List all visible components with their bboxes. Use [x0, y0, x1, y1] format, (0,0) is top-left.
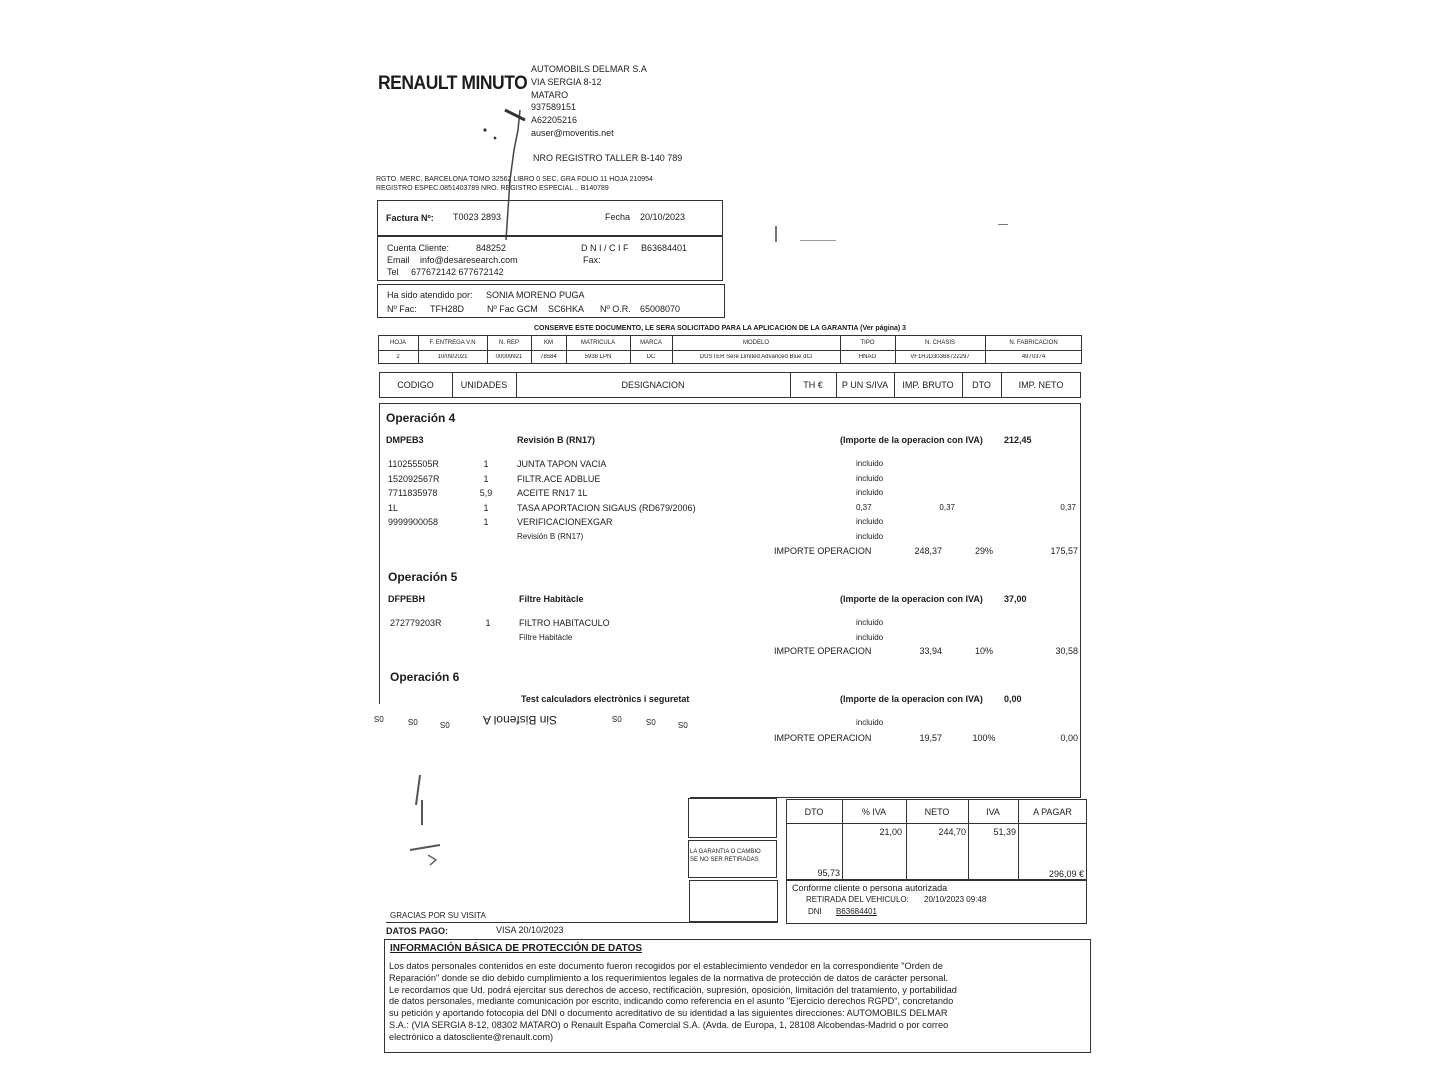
- client-tel-label: Tel: [387, 267, 399, 277]
- scan-mark: [775, 226, 777, 242]
- stamp-mark: 0S: [440, 720, 450, 729]
- scan-mark-3: [998, 224, 1008, 231]
- vehicle-header-0: HOJA: [389, 340, 406, 346]
- client-email-label: Email: [387, 255, 410, 265]
- vehicle-value-8: VF1HJD30368722297: [910, 354, 970, 360]
- workshop-registration: NRO REGISTRO TALLER B-140 789: [533, 153, 683, 163]
- importe-operacion-label: IMPORTE OPERACION: [774, 646, 872, 657]
- column-header-p-un-s-iva: P UN S/IVA: [841, 380, 889, 390]
- vehicle-header-1: F. ENTREGA V.N: [429, 340, 476, 346]
- stamp-mark: 0S: [678, 720, 688, 729]
- importe-dto: 29%: [974, 545, 993, 556]
- operation-name: Test calculadors electrònics i seguretat: [521, 694, 690, 704]
- retired-date: 20/10/2023 09:48: [924, 895, 987, 904]
- importe-neto: 0,00: [1060, 733, 1078, 743]
- line-units: 1: [483, 473, 489, 484]
- conformity-dni: B63684401: [836, 907, 877, 916]
- importe-neto: 175,57: [1050, 545, 1078, 556]
- totals-header-iva-pct: % IVA: [861, 807, 887, 817]
- vehicle-value-5: DC: [646, 354, 656, 360]
- line-units: 1: [485, 618, 491, 628]
- line-description: TASA APORTACION SIGAUS (RD679/2006): [517, 502, 696, 513]
- vehicle-header-6: MODELO: [742, 340, 769, 346]
- nfac-gcm-label: Nº Fac GCM: [487, 304, 538, 314]
- client-fax-label: Fax:: [583, 255, 601, 265]
- company-phone2: A62205216: [531, 115, 578, 125]
- totals-header-neto: NETO: [924, 807, 950, 817]
- vehicle-value-3: 78584: [540, 354, 557, 360]
- vehicle-header-8: N. CHASIS: [924, 340, 955, 346]
- privacy-line: de datos personales, mediante comunicación por escrito, indicando como referencia en el asunto "Ejercicio derechos RGPD", concretando: [389, 996, 954, 1007]
- registry-line-1: RGTO. MERC. BARCELONA TOMO 32562 LIBRO 0 SEC. GRA FOLIO 11 HOJA 210954: [376, 176, 653, 183]
- line-code: 9999900058: [388, 517, 439, 528]
- nfac-gcm: SC6HKA: [548, 304, 585, 314]
- line-code: 7711835978: [388, 488, 438, 499]
- line-th: incluido: [856, 618, 884, 627]
- importe-dto: 100%: [972, 733, 996, 743]
- line-pun: 0,37: [939, 502, 955, 512]
- line-units: 1: [483, 459, 489, 469]
- line-code: 1L: [388, 502, 399, 513]
- line-code: 152092567R: [388, 473, 440, 484]
- invoice-date-label: Fecha: [605, 212, 631, 222]
- line-th: incluido: [856, 718, 884, 727]
- client-account: 848252: [476, 243, 507, 253]
- vehicle-value-7: HNAO: [858, 354, 877, 360]
- importe-bruto: 248,37: [914, 545, 942, 556]
- vehicle-header-4: MATRICULA: [580, 340, 616, 346]
- vehicle-value-2: 00009921: [495, 354, 523, 360]
- importe-operacion-label: IMPORTE OPERACION: [774, 545, 872, 556]
- privacy-line: Los datos personales contenidos en este documento fueron recogidos por el establecimiento vendedor en la correspondiente "Orden de: [389, 961, 943, 971]
- operation-total: 37,00: [1004, 594, 1027, 604]
- line-description: VERIFICACIONEXGAR: [517, 517, 613, 528]
- line-th: incluido: [856, 488, 884, 498]
- operation-total-label: (Importe de la operacion con IVA): [840, 594, 983, 604]
- line-units: 1: [483, 517, 489, 528]
- company-name: AUTOMOBILS DELMAR S.A: [531, 64, 647, 74]
- warranty-note: CONSERVE ESTE DOCUMENTO, LE SERA SOLICITADO PARA LA APLICACION DE LA GARANTIA (Ver página) 3: [534, 325, 907, 332]
- client-email: info@desaresearch.com: [420, 255, 518, 265]
- line-th: incluido: [856, 459, 884, 468]
- stamp-mark: 0S: [408, 717, 418, 726]
- vehicle-header-2: N. REP: [498, 340, 519, 346]
- company-city: MATARO: [531, 90, 569, 100]
- pen-scribble-icon: [400, 770, 450, 870]
- privacy-line: su petición y aportando fotocopia del DNI o documento acreditativo de su identidad a las siguientes direcciones: AUTOMOBILS DELMAR: [389, 1008, 948, 1019]
- nor-label: Nº O.R.: [600, 304, 631, 314]
- stamp-mark: 0S: [646, 717, 656, 726]
- line-units: 1: [483, 502, 489, 513]
- line-description: FILTR.ACE ADBLUE: [517, 473, 601, 484]
- line-th: incluido: [856, 473, 884, 483]
- stamp-mark: 0S: [612, 714, 622, 723]
- nor: 65008070: [640, 304, 681, 314]
- totals-dto: 95,73: [817, 868, 840, 878]
- retired-label: RETIRADA DEL VEHICULO:: [806, 895, 909, 904]
- vehicle-header-5: MARCA: [640, 340, 662, 346]
- importe-bruto: 19,57: [919, 733, 942, 743]
- vehicle-value-4: 5938 LPN: [584, 354, 612, 360]
- operation-name: Filtre Habitàcle: [519, 594, 584, 604]
- operation-total-label: (Importe de la operacion con IVA): [840, 435, 983, 445]
- scan-mark-2: [800, 240, 836, 241]
- column-header-th-: TH €: [803, 380, 823, 390]
- line-neto: 0,37: [1060, 502, 1076, 512]
- totals-header-pagar: A PAGAR: [1033, 807, 1072, 817]
- nfac: TFH28D: [430, 304, 465, 314]
- privacy-title: INFORMACIÓN BÁSICA DE PROTECCIÓN DE DATOS: [390, 943, 643, 954]
- stamp-mark: 0S: [374, 714, 384, 723]
- company-address: VIA SERGIA 8-12: [531, 77, 602, 87]
- payment-value: VISA 20/10/2023: [496, 925, 564, 935]
- importe-dto: 10%: [974, 646, 993, 657]
- stamp-text: Sin Bisfenol A: [483, 713, 558, 727]
- vehicle-value-1: 10/09/2021: [437, 354, 468, 360]
- line-description: FILTRO HABITACULO: [519, 618, 610, 628]
- operation-title: Operación 5: [388, 570, 458, 584]
- totals-pagar: 296,09 €: [1048, 869, 1084, 879]
- vehicle-header-9: N. FABRICACION: [1009, 340, 1058, 346]
- line-th: incluido: [856, 532, 884, 541]
- company-phone1: 937589151: [531, 102, 577, 112]
- column-header-imp-neto: IMP. NETO: [1018, 380, 1064, 390]
- warranty-box: [688, 798, 777, 838]
- operation-total: 212,45: [1004, 435, 1032, 445]
- line-th: incluido: [856, 632, 884, 642]
- line-th: 0,37: [856, 502, 872, 512]
- line-description: JUNTA TAPON VACIA: [517, 459, 607, 469]
- privacy-line: S.A.: (VIA SERGIA 8-12, 08302 MATARO) o Renault España Comercial S.A. (Avda. de Europa, 1, 28108 Alcobendas-Madrid o por correo: [389, 1020, 949, 1030]
- vehicle-header-3: KM: [544, 340, 553, 346]
- vehicle-value-9: 4970374: [1021, 354, 1046, 360]
- client-tel: 677672142 677672142: [411, 267, 504, 277]
- operation-title: Operación 4: [386, 411, 456, 425]
- invoice-number: T0023 2893: [453, 212, 502, 222]
- attended-label: Ha sido atendido por:: [387, 290, 473, 300]
- registry-line-2: REGISTRO ESPEC.0851403789 NRO. REGISTRO ESPECIAL .. B140789: [376, 185, 609, 192]
- importe-operacion-label: IMPORTE OPERACION: [774, 733, 872, 743]
- importe-neto: 30,58: [1055, 646, 1078, 657]
- privacy-line: Reparación" donde se dio debido cumplimiento a los requerimientos legales de la normativa de protección de datos de carácter personal.: [389, 972, 948, 983]
- brand-logo: RENAULT MINUTO: [378, 73, 528, 94]
- operation-total-label: (Importe de la operacion con IVA): [840, 694, 983, 704]
- invoice-number-label: Factura Nº:: [386, 213, 434, 223]
- column-header-codigo: CODIGO: [397, 380, 434, 390]
- operation-total: 0,00: [1004, 694, 1022, 704]
- operation-name: Revisión B (RN17): [517, 435, 596, 445]
- conformity-label: Conforme cliente o persona autorizada: [792, 883, 948, 893]
- column-header-unidades: UNIDADES: [460, 380, 508, 390]
- importe-bruto: 33,94: [919, 646, 942, 657]
- attended-name: SONIA MORENO PUGA: [486, 290, 585, 300]
- client-dni-label: D N I / C I F: [581, 243, 629, 253]
- operation-code: DMPEB3: [386, 435, 424, 445]
- client-account-label: Cuenta Cliente:: [387, 243, 450, 253]
- operation-title: Operación 6: [390, 670, 460, 684]
- payment-label: DATOS PAGO:: [386, 926, 449, 936]
- operation-code: DFPEBH: [388, 594, 426, 604]
- nfac-label: Nº Fac:: [387, 304, 417, 314]
- totals-iva: 51,39: [993, 827, 1016, 837]
- vehicle-header-7: TIPO: [860, 340, 875, 346]
- line-th: incluido: [856, 517, 884, 527]
- thanks-text: GRACIAS POR SU VISITA: [390, 911, 486, 920]
- conformity-dni-label: DNI: [808, 907, 822, 916]
- invoice-date: 20/10/2023: [640, 212, 686, 222]
- totals-header-iva: IVA: [986, 807, 1000, 817]
- column-header-dto: DTO: [972, 380, 991, 390]
- privacy-line: electrónico a datoscliente@renault.com): [389, 1031, 554, 1042]
- line-description: ACEITE RN17 1L: [517, 488, 588, 499]
- thanks-box: [689, 880, 778, 922]
- line-code: 110255505R: [388, 459, 439, 469]
- client-dni: B63684401: [641, 243, 688, 253]
- line-code: 272779203R: [390, 618, 442, 628]
- vehicle-value-0: 2: [396, 354, 400, 360]
- column-header-imp-bruto: IMP. BRUTO: [902, 380, 954, 390]
- line-description: Filtre Habitàcle: [519, 632, 573, 642]
- column-header-designacion: DESIGNACION: [621, 380, 685, 390]
- totals-neto: 244,70: [938, 827, 966, 837]
- warranty-box-text: LA GARANTIA O CAMBIO SE NO SER RETIRADAS: [690, 849, 761, 863]
- line-units: 5,9: [479, 488, 493, 499]
- line-description: Revisión B (RN17): [517, 532, 584, 541]
- company-email: auser@moventis.net: [531, 128, 614, 138]
- privacy-line: Le recordamos que Ud. podrá ejercitar sus derechos de acceso, rectificación, supresión, oposición, limitación del tratamiento, y portabilidad: [389, 984, 957, 995]
- vehicle-value-6: DUSTER Sere Limited Advanced Blue dCi: [699, 354, 813, 360]
- totals-iva-pct: 21,00: [879, 827, 902, 837]
- totals-header-dto: DTO: [804, 807, 824, 817]
